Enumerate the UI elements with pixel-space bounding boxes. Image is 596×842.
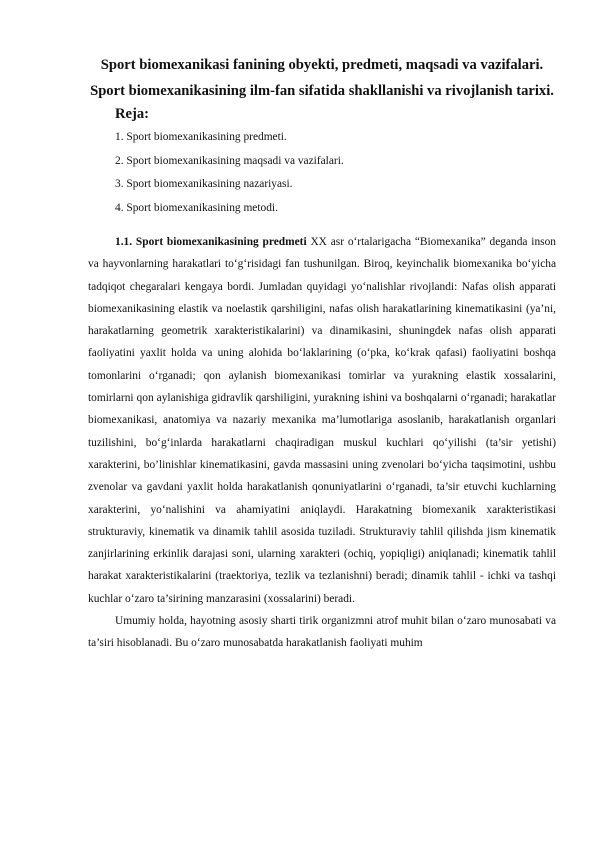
paragraph-1-text: XX asr o‘rtalarigacha “Biomexanika” deganda inson va hayvonlarning harakatlari to‘g‘risidagi fan tushunilgan. Biroq, keyinchalik biomexanika bo‘yicha tadqiqot chegaralari kengaya bordi. Jumladan quyidagi yo‘nalishlar rivojlandi: Nafas olish apparati biomexanikasining elastik va noelastik qarshiligini, nafas olish harakatlarining kinematikasini (ya’ni, harakatlarning geometrik xarakteristikalarini) va dinamikasini, shuningdek nafas olish apparati faoliyatini yaxlit holda va uning alohida bo‘laklarining (o‘pka, ko‘krak qafasi) faoliyatini boshqa tomonlarini o‘rganadi; qon aylanish biomexanikasi tomirlar va yurakning elastik xossalarini, tomirlarni qon aylanishiga gidravlik qarshiligini, yurakning ishini va boshqalarni o‘rganadi; harakatlar biomexanikasi, anatomiya va nazariy mexanika ma’lumotlariga asoslanib, harakatlanish organlari tuzilishini, bo‘g‘inlarda harakatlarni chaqiradigan muskul kuchlari qo‘yilishi (ta’sir yetishi) xarakterini, bo’linishlar kinematikasini, gavda massasini uning zvenolari bo‘yicha taqsimotini, ushbu zvenolar va gavdani yaxlit holda harakatlanish qonuniyatlarini o‘rganadi, ta’sir etuvchi kuchlarning xarakterini, yo‘nalishini va ahamiyatini aniqlaydi. Harakatning biomexanik xarakteristikasi strukturaviy, kinematik va dinamik tahlil asosida tuziladi. Strukturaviy tahlil qilishda jism kinematik zanjirlarining erkinlik darajasi soni, ularning xarakteri (ochiq, yopiqligi) aniqlanadi; kinematik tahlil harakat xarakteristikalarini (traektoriya, tezlik va tezlanishni) beradi; dinamik tahlil - ichki va tashqi kuchlar o‘zaro ta’sirining manzarasini (xossalarini) beradi. [88,236,556,605]
section-heading: 1.1. Sport biomexanikasining predmeti [115,236,307,248]
plan-item: 2. Sport biomexanikasining maqsadi va vazifalari. [115,154,344,167]
spacer [88,220,556,231]
document-title: Sport biomexanikasi fanining obyekti, predmeti, maqsadi va vazifalari. Sport biomexanikasining ilm-fan sifatida shakllanishi va rivojlanish tarixi. [90,57,554,99]
paragraph-2: Umumiy holda, hayotning asosiy sharti tirik organizmni atrof muhit bilan o‘zaro munosabati va ta’siri hisoblanadi. Bu o‘zaro munosabatda harakatlanish faoliyati muhim [88,615,556,650]
paragraph-1 [88,231,556,610]
plan-item: 4. Sport biomexanikasining metodi. [115,201,278,214]
plan-item: 1. Sport biomexanikasining predmeti. [115,131,287,143]
plan-item: 3. Sport biomexanikasining nazariyasi. [115,178,293,190]
plan-list [115,126,556,220]
document-body [88,52,556,655]
plan-heading: Reja: [115,106,150,122]
